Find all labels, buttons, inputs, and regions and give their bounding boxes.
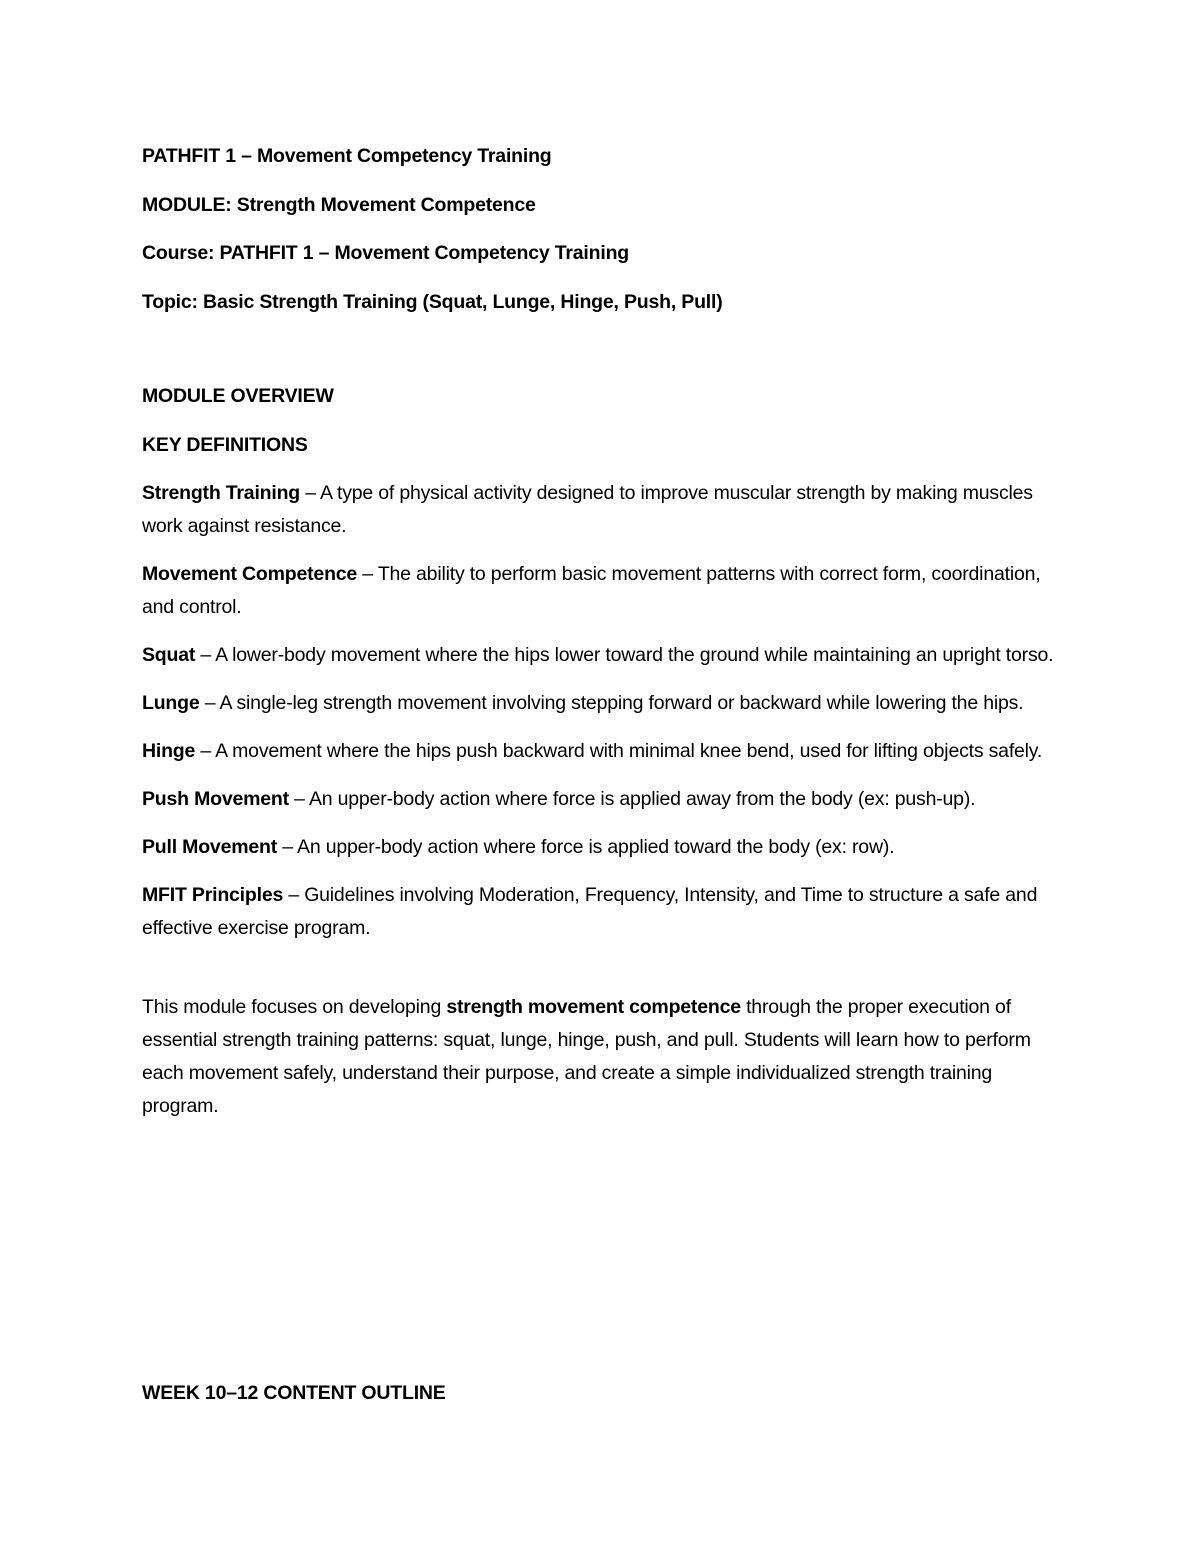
definition-term: Pull Movement [142,836,278,858]
intro-emphasis: strength movement competence [446,996,741,1018]
course-line: Course: PATHFIT 1 – Movement Competency Training [142,242,630,264]
definition-text: – A type of physical activity designed to improve muscular strength by making muscles work against resistance. [142,482,1033,537]
definition-text: – An upper-body action where force is applied toward the body (ex: row). [277,836,895,858]
definition-hinge [142,735,1072,768]
document-body [142,140,1072,1123]
spacer [142,334,1072,380]
module-intro-paragraph [142,991,1072,1123]
definition-text: – A lower-body movement where the hips lower toward the ground while maintaining an upright torso. [195,644,1054,666]
definition-term: Push Movement [142,788,289,810]
definition-text: – The ability to perform basic movement patterns with correct form, coordination, and control. [142,563,1041,618]
module-overview-heading: MODULE OVERVIEW [142,385,334,407]
definition-push-movement [142,783,1072,816]
definition-lunge [142,687,1072,720]
definition-term: Movement Competence [142,563,358,585]
definition-strength-training [142,477,1072,543]
definition-term: Strength Training [142,482,301,504]
definition-text: – An upper-body action where force is applied away from the body (ex: push-up). [288,788,976,810]
definition-term: Squat [142,644,196,666]
definition-mfit-principles [142,879,1072,945]
intro-text: through the proper execution of essential strength training patterns: squat, lunge, hinge, push, and pull. Students will learn how to perform each movement safely, understand their purpose, and create a simple individualized strength training program. [142,996,1031,1117]
module-title-line: MODULE: Strength Movement Competence [142,193,536,216]
week-outline-heading: WEEK 10–12 CONTENT OUTLINE [142,1382,446,1404]
definition-term: Hinge [142,740,196,762]
definition-pull-movement [142,831,1072,864]
definition-text: – A movement where the hips push backward with minimal knee bend, used for lifting objects safely. [195,740,1043,762]
key-definitions-heading: KEY DEFINITIONS [142,433,308,456]
definition-movement-competence [142,558,1072,624]
definition-text: – A single-leg strength movement involving stepping forward or backward while lowering the hips. [199,692,1024,714]
intro-text: This module focuses on developing [142,996,447,1018]
topic-line: Topic: Basic Strength Training (Squat, Lunge, Hinge, Push, Pull) [142,290,723,313]
definition-text: – Guidelines involving Moderation, Frequency, Intensity, and Time to structure a safe and effective exercise program. [142,884,1038,939]
definition-squat [142,639,1072,672]
definition-term: MFIT Principles [142,884,284,906]
course-title-line: PATHFIT 1 – Movement Competency Training [142,145,552,167]
definition-term: Lunge [142,692,200,714]
